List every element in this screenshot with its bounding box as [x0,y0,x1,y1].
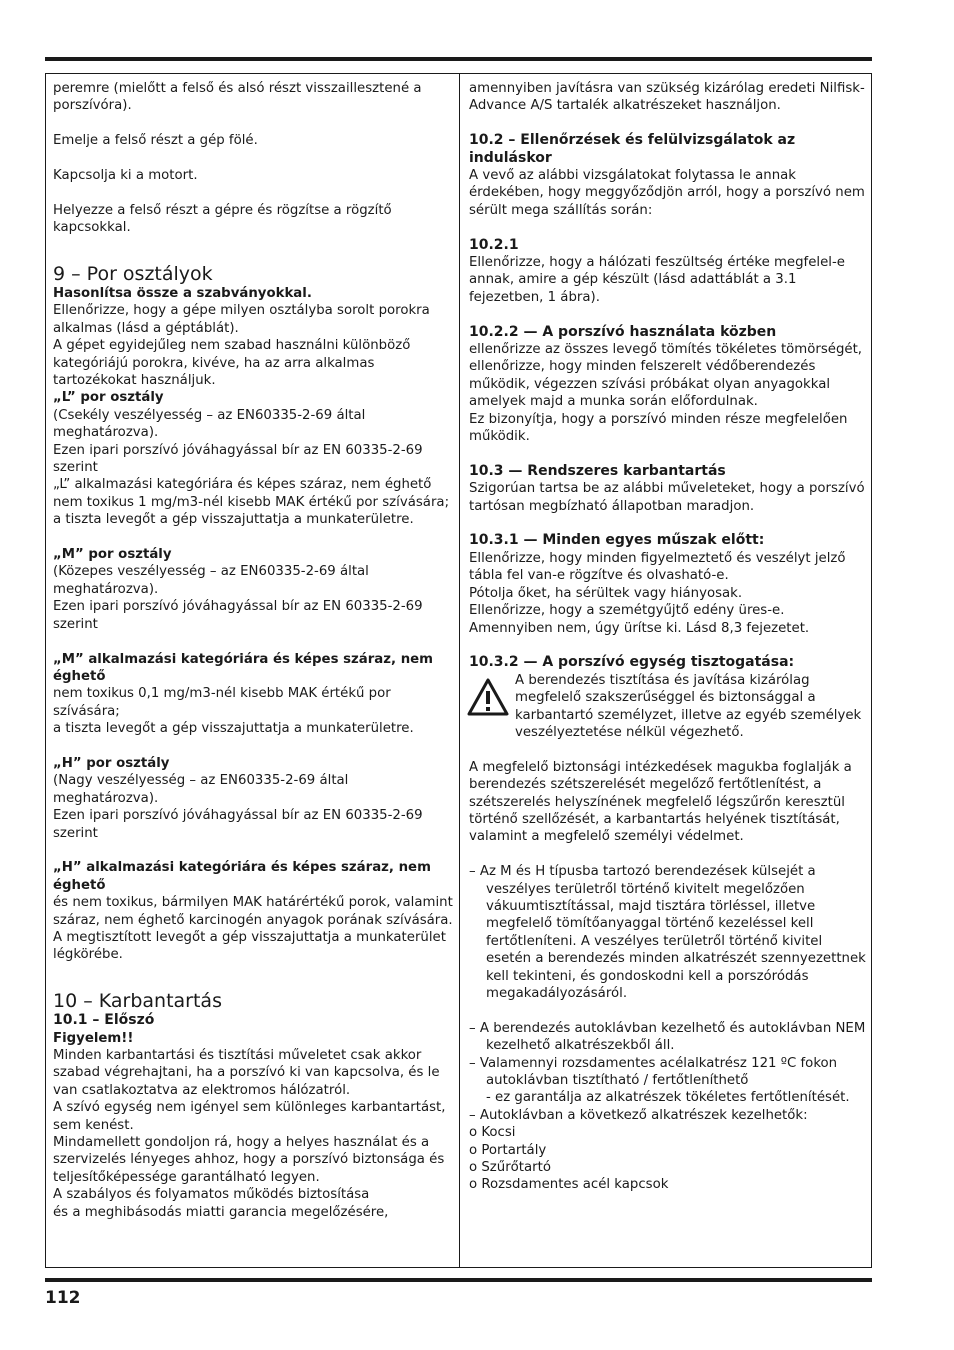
paragraph: „L” alkalmazási kategóriára és képes száraz, nem éghető nem toxikus 1 mg/m3-nél kisebb MAK értékű por szívására; [53,477,450,510]
paragraph: Ezen ipari porszívó jóváhagyással bír az EN 60335-2-69 szerint [53,808,423,841]
paragraph: a tiszta levegőt a gép visszajuttatja a munkaterületre. [53,512,414,528]
section-10-1-heading: 10.1 – Előszó [53,1012,155,1029]
section-10-2-2-heading: 10.2.2 — A porszívó használata közben [469,323,777,340]
column-divider [459,73,460,1268]
paragraph: A megfelelő biztonsági intézkedések magukba foglalják a berendezés szétszerelését megelőző fertőtlenítést, a szétszerelés helyszínének megfelelő légszűrőn keresztül történő szellőzését, a karbantartás helyének tisztítását, valamint a megfelelő személyi védelmet. [469,759,852,845]
paragraph: Ezen ipari porszívó jóváhagyással bír az EN 60335-2-69 szerint [53,599,423,632]
paragraph: Ellenőrizze, hogy a hálózati feszültség értéke megfelel-e annak, amire a gép készült (lásd adattáblát a 3.1 fejezetben, 1 ábra). [469,255,845,305]
list-item: o Szűrőtartó [469,1160,551,1176]
paragraph: és nem toxikus, bármilyen MAK határértékű porok, valamint száraz, nem éghető karcinogén anyagok porának szívására. [53,895,453,928]
paragraph: Mindamellett gondoljon rá, hogy a helyes használat és a szervizelés lényeges ahhoz, hogy a porszívó biztonsága és teljesítőképessége garantálható legyen. [53,1135,445,1185]
warning-box [469,672,866,742]
paragraph: Ezen ipari porszívó jóváhagyással bír az EN 60335-2-69 szerint [53,442,423,476]
warning-text: A berendezés tisztítása és javítása kizárólag megfelelő szakszerűséggel és biztonsággal a karbantartó személyzet, illetve az egyéb személyek veszélyeztetése nélkül végezhető. [515,672,862,740]
paragraph: Minden karbantartási és tisztítási műveletet csak akkor szabad végrehajtani, ha a porszívó ki van kapcsolva, és le van csatlakoztatva az elektromos hálózatról. [53,1047,440,1098]
paragraph: A szabályos és folyamatos működés biztosítása [53,1187,370,1203]
list-item: o Rozsdamentes acél kapcsok [469,1177,669,1193]
h-class-heading: „H” por osztály [53,755,170,771]
left-column [53,80,453,1221]
paragraph: (Nagy veszélyesség – az EN60335-2-69 által meghatározva). [53,773,349,806]
section-10-2-heading: 10.2 – Ellenőrzések és felülvizsgálatok az induláskor [469,132,796,166]
section-10-3-heading: 10.3 — Rendszeres karbantartás [469,462,726,479]
section-10-2-1-heading: 10.2.1 [469,236,519,253]
paragraph: Ellenőrizze, hogy minden figyelmeztető és veszélyt jelző tábla fel van-e rögzítve és olvasható-e. [469,550,846,584]
bold-text: „H” alkalmazási kategóriára és képes száraz, nem éghető [53,860,431,893]
section-10-3-1-heading: 10.3.1 — Minden egyes műszak előtt: [469,532,765,549]
paragraph: Ellenőrizze, hogy a gépe milyen osztályba sorolt porokra alkalmas (lásd a géptáblát). [53,303,430,336]
bold-text: Figyelem!! [53,1030,134,1046]
paragraph: ellenőrizze az összes levegő tömítés tökéletes tömörségét, ellenőrizze, hogy minden felszerelt védőberendezés működik, végezzen szívási próbákat olyan anyagokkal amelyek majd a munka során előfordulnak. [469,342,863,410]
bold-text: „M” alkalmazási kategóriára és képes száraz, nem éghető [53,651,434,684]
list-item: – Valamennyi rozsdamentes acélalkatrész 121 ºC fokon autoklávban tisztítható / fertőtleníthető [469,1055,838,1089]
paragraph: peremre (mielőtt a felső és alsó részt visszaillesztené a porszívóra). [53,81,422,114]
list-item: o Portartály [469,1142,547,1158]
paragraph: Pótolja őket, ha sérültek vagy hiányosak. [469,585,743,601]
paragraph: Helyezze a felső részt a gépre és rögzítse a rögzítő kapcsokkal. [53,202,392,236]
l-class-heading: „L” por osztály [53,390,164,406]
section-10-heading: 10 – Karbantartás [53,990,222,1013]
paragraph: A szívó egység nem igényel sem különleges karbantartást, sem kenést. [53,1100,446,1133]
paragraph: (Csekély veszélyesség – az EN60335-2-69 által meghatározva). [53,407,366,441]
warning-triangle-icon [467,678,509,716]
list-item: - ez garantálja az alkatrészek tökéletes fertőtlenítését. [486,1090,850,1106]
paragraph: A vevő az alábbi vizsgálatokat folytassa le annak érdekében, hogy meggyőződjön arról, hogy a porszívó nem sérült mega szállítás során: [469,168,865,218]
section-10-3-2-heading: 10.3.2 — A porszívó egység tisztogatása: [469,654,795,671]
paragraph: Ellenőrizze, hogy a szemétgyűjtő edény üres-e. [469,603,785,619]
paragraph: és a meghibásodás miatti garancia megelőzésére, [53,1204,389,1220]
paragraph: (Közepes veszélyesség – az EN60335-2-69 által meghatározva). [53,564,369,597]
paragraph: Szigorúan tartsa be az alábbi műveleteket, hogy a porszívó tartósan megbízható állapotban maradjon. [469,481,865,514]
paragraph: A megtisztított levegőt a gép visszajuttatja a munkaterület légkörébe. [53,929,446,963]
paragraph: Ez bizonyítja, hogy a porszívó minden része megfelelően működik. [469,411,848,445]
bottom-rule [45,1278,872,1282]
paragraph: Amennyiben nem, úgy ürítse ki. Lásd 8,3 fejezetet. [469,620,810,636]
m-class-heading: „M” por osztály [53,547,172,563]
bold-text: Hasonlítsa össze a szabványokkal. [53,286,312,301]
paragraph: Emelje a felső részt a gép fölé. [53,133,258,149]
top-rule [45,57,872,61]
paragraph: A gépet egyidejűleg nem szabad használni különböző kategóriájú porokra, kivéve, ha az arra alkalmas tartozékokat használjuk. [53,338,411,389]
list-item: – Az M és H típusba tartozó berendezések külsejét a veszélyes területről történő kivitelt megelőzően vákuumtisztítással, majd tisztára törléssel, illetve megfelelő tömítőanyaggal történő kezeléssel kell fertőtleníteni. A veszélyes területről történő kivitel esetén a berendezés minden alkatrészét szennyezettnek kell tekinteni, és gondoskodni kell a porszóródás megakadályozásáról. [469,864,866,1001]
list-item: o Kocsi [469,1125,516,1141]
paragraph: amennyiben javításra van szükség kizárólag eredeti Nilfisk-Advance A/S tartalék alkatrészeket használjon. [469,81,865,114]
page-number: 112 [45,1288,81,1308]
paragraph: nem toxikus 0,1 mg/m3-nél kisebb MAK értékű por szívására; [53,686,391,719]
list-item: – A berendezés autoklávban kezelhető és autoklávban NEM kezelhető alkatrészekből áll. [469,1020,866,1054]
list-item: – Autoklávban a következő alkatrészek kezelhetők: [469,1107,808,1123]
paragraph: Kapcsolja ki a motort. [53,168,198,183]
right-column [469,80,866,1194]
section-9-heading: 9 – Por osztályok [53,263,213,285]
paragraph: a tiszta levegőt a gép visszajuttatja a munkaterületre. [53,721,414,737]
